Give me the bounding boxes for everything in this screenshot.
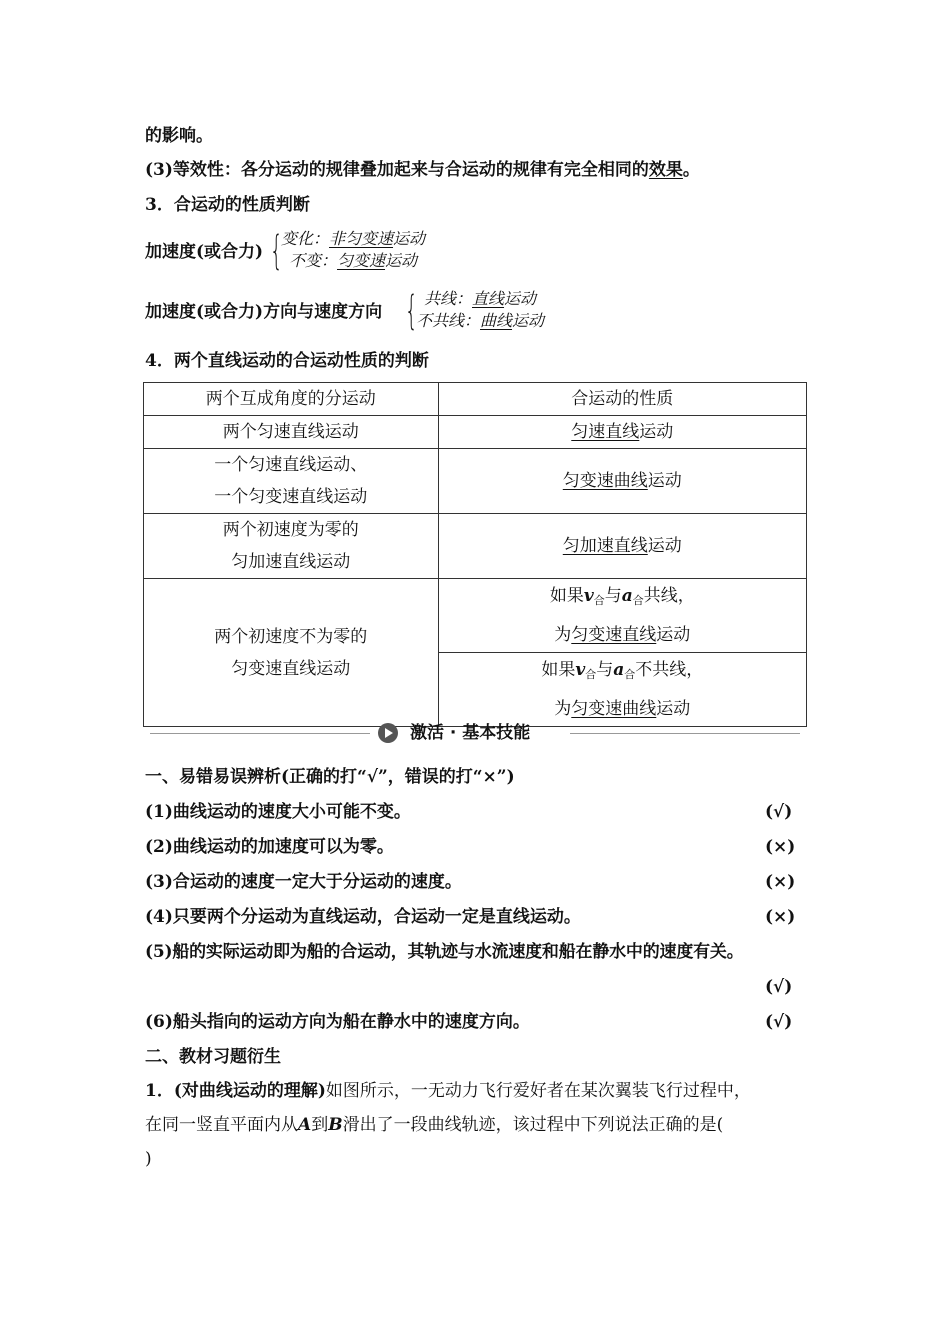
brace1-row-b — [289, 250, 417, 272]
brace1-a-prefix: 变化： — [281, 229, 330, 248]
play-icon — [378, 723, 398, 743]
motion-table — [143, 382, 807, 727]
cell-text: 共线， — [643, 586, 695, 606]
cell-line: 匀加速直线运动 — [231, 552, 351, 572]
point-b: B — [328, 1115, 343, 1135]
brace2-b-answer: 曲线 — [480, 311, 513, 330]
question-1-text: 在同一竖直平面内从 — [145, 1115, 298, 1135]
table-cell — [438, 579, 806, 653]
answer-mark: (×) — [765, 837, 796, 857]
brace2-a-prefix: 共线： — [424, 289, 473, 308]
brace2-label: 加速度(或合力)方向与速度方向 — [145, 302, 383, 322]
brace2-row-b — [416, 310, 544, 332]
cell-text: 如果 — [549, 586, 584, 606]
cell-suffix: 运动 — [656, 699, 691, 719]
part1-title: 一、易错易误辨析(正确的打“√”，错误的打“×”) — [145, 767, 515, 787]
table-cell — [438, 416, 806, 449]
header-cell: 两个互成角度的分运动 — [144, 383, 439, 416]
cell-suffix: 运动 — [639, 422, 674, 442]
cell-text: 为 — [554, 699, 572, 719]
table-cell — [438, 449, 806, 514]
subscript: 合 — [585, 668, 597, 681]
cell-answer: 匀加速直线 — [562, 536, 648, 556]
table-cell: 两个匀速直线运动 — [144, 416, 439, 449]
table-cell — [144, 514, 439, 579]
acceleration-symbol: a — [613, 660, 625, 680]
cell-text: 与 — [596, 660, 614, 680]
cell-line — [445, 653, 800, 692]
p3-text: 各分运动的规律叠加起来与合运动的规律有完全相同的 — [240, 160, 649, 180]
table-cell — [438, 653, 806, 727]
answer-mark: (×) — [765, 872, 796, 892]
cell-answer: 匀速直线 — [571, 422, 640, 442]
point-a: A — [298, 1115, 312, 1135]
brace1-a-suffix: 运动 — [393, 229, 426, 248]
question-item: (6)船头指向的运动方向为船在静水中的速度方向。 — [145, 1012, 530, 1032]
cell-answer: 匀变速曲线 — [562, 471, 648, 491]
p3-head: (3)等效性： — [145, 160, 241, 180]
cell-suffix: 运动 — [647, 536, 682, 556]
cell-line — [445, 618, 800, 652]
paragraph-3 — [145, 158, 700, 182]
question-item: (1)曲线运动的速度大小可能不变。 — [145, 802, 411, 822]
section-heading: 激活 · 基本技能 — [410, 723, 531, 743]
cell-line: 两个初速度为零的 — [222, 520, 359, 540]
question-1-line-1 — [145, 1079, 751, 1103]
cell-text: 为 — [554, 625, 572, 645]
header-cell: 合运动的性质 — [438, 383, 806, 416]
question-1-head: 1．(对曲线运动的理解) — [145, 1081, 326, 1101]
cell-answer: 匀变速直线 — [571, 625, 657, 645]
brace1-b-suffix: 运动 — [385, 251, 418, 270]
table-cell — [438, 514, 806, 579]
cell-text: 不共线， — [635, 660, 704, 680]
brace2-row-a — [424, 288, 536, 310]
cell-line: 一个匀变速直线运动 — [214, 487, 368, 507]
table-cell — [144, 449, 439, 514]
cell-suffix: 运动 — [656, 625, 691, 645]
question-item: (5)船的实际运动即为船的合运动，其轨迹与水流速度和船在静水中的速度有关。 — [145, 942, 744, 962]
answer-mark: (×) — [765, 907, 796, 927]
table-title: 4．两个直线运动的合运动性质的判断 — [145, 351, 429, 371]
cell-line: 两个初速度不为零的 — [214, 626, 368, 647]
table-row — [144, 514, 807, 579]
brace2-b-suffix: 运动 — [512, 311, 545, 330]
brace2-b-prefix: 不共线： — [416, 311, 481, 330]
brace1-label: 加速度(或合力) — [145, 242, 264, 262]
table-row — [144, 449, 807, 514]
brace2-a-suffix: 运动 — [504, 289, 537, 308]
section-3-title: 3．合运动的性质判断 — [145, 195, 310, 215]
brace1-b-answer: 匀变速 — [337, 251, 386, 270]
answer-mark: (√) — [765, 1012, 793, 1032]
p3-end: 。 — [682, 160, 700, 180]
table-cell — [144, 579, 439, 727]
cell-line: 匀变速直线运动 — [231, 658, 351, 679]
question-1-text: 如图所示，一无动力飞行爱好者在某次翼装飞行过程中， — [325, 1081, 751, 1101]
brace2-a-answer: 直线 — [472, 289, 505, 308]
velocity-symbol: v — [575, 660, 586, 680]
question-1-text: 滑出了一段曲线轨迹，该过程中下列说法正确的是( — [342, 1115, 724, 1135]
divider — [150, 733, 370, 734]
subscript: 合 — [593, 594, 605, 607]
cell-line: 一个匀速直线运动、 — [214, 455, 368, 475]
table-header-row — [144, 383, 807, 416]
cell-line — [445, 579, 800, 618]
subscript: 合 — [624, 668, 636, 681]
cell-text: 如果 — [541, 660, 576, 680]
cell-answer: 匀变速曲线 — [571, 699, 657, 719]
question-item: (2)曲线运动的加速度可以为零。 — [145, 837, 394, 857]
brace1-row-a — [281, 228, 425, 250]
answer-mark: (√) — [765, 977, 793, 997]
brace-icon: { — [405, 288, 418, 334]
question-1-text: 到 — [311, 1115, 329, 1135]
divider — [570, 733, 800, 734]
brace1-a-answer: 非匀变速 — [329, 229, 394, 248]
cell-text: 与 — [604, 586, 622, 606]
velocity-symbol: v — [583, 586, 594, 606]
table-row — [144, 416, 807, 449]
text-line: 的影响。 — [145, 126, 213, 146]
p3-answer: 效果 — [648, 160, 683, 180]
brace-icon: { — [270, 228, 283, 274]
brace1-b-prefix: 不变： — [289, 251, 338, 270]
question-1-line-3: ) — [145, 1149, 152, 1169]
subscript: 合 — [632, 594, 644, 607]
answer-mark: (√) — [765, 802, 793, 822]
cell-suffix: 运动 — [647, 471, 682, 491]
part2-title: 二、教材习题衍生 — [145, 1047, 281, 1067]
table-row — [144, 579, 807, 653]
acceleration-symbol: a — [621, 586, 633, 606]
question-item: (3)合运动的速度一定大于分运动的速度。 — [145, 872, 462, 892]
question-1-line-2 — [145, 1113, 723, 1137]
question-item: (4)只要两个分运动为直线运动，合运动一定是直线运动。 — [145, 907, 581, 927]
